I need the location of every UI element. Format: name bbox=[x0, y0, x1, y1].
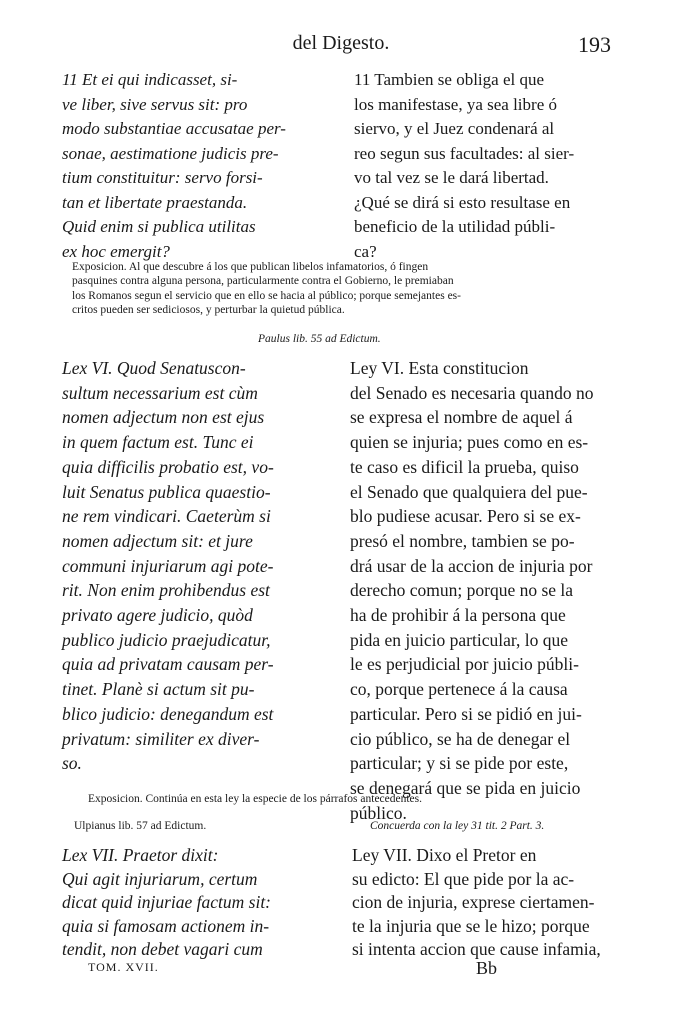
citation-paulus: Paulus lib. 55 ad Edictum. bbox=[258, 333, 381, 345]
text-line: tium constituitur: servo forsi- bbox=[62, 168, 263, 187]
text-line: co, porque pertenece á la causa bbox=[350, 679, 568, 700]
text-line: privatum: similiter ex diver- bbox=[62, 728, 260, 749]
text-line: publico judicio praejudicatur, bbox=[62, 629, 271, 650]
page-number: 193 bbox=[578, 32, 611, 57]
text-line: vo tal vez se le dará libertad. bbox=[354, 168, 549, 187]
text-line: sonae, aestimatione judicis pre- bbox=[62, 143, 279, 163]
text-line: 11 Tambien se obliga el que bbox=[354, 70, 545, 89]
text-line: in quem factum est. Tunc ei bbox=[62, 432, 254, 453]
text-line: particular; y si se pide por este, bbox=[350, 753, 569, 774]
text-line: el Senado que qualquiera del pue- bbox=[350, 481, 588, 502]
text-line: si intenta accion que cause infamia, bbox=[352, 939, 601, 959]
text-line: los Romanos segun el servicio que en ello se hacia al público; porque semejantes es- bbox=[72, 289, 461, 302]
text-line: tan et libertate praestanda. bbox=[62, 192, 248, 212]
text-line: sultum necessarium est cùm bbox=[62, 382, 258, 403]
text-line: le es perjudicial por juicio públi- bbox=[350, 654, 579, 675]
text-line: tinet. Planè si actum sit pu- bbox=[62, 679, 255, 700]
citation-concuerda: Concuerda con la ley 31 tit. 2 Part. 3. bbox=[370, 820, 545, 832]
text-line: ex hoc emergit? bbox=[62, 241, 170, 261]
text-line: quia ad privatam causam per- bbox=[62, 654, 274, 675]
text-line: particular. Pero si se pidió en jui- bbox=[350, 703, 582, 724]
text-line: privato agere judicio, quòd bbox=[62, 605, 253, 626]
text-line: ¿Qué se dirá si esto resultase en bbox=[354, 192, 571, 212]
text-line: público. bbox=[350, 802, 407, 823]
text-line: se expresa el nombre de aquel á bbox=[350, 407, 573, 428]
text-line: cio público, se ha de denegar el bbox=[350, 728, 571, 749]
text-line: tendit, non debet vagari cum bbox=[62, 939, 263, 959]
text-line: quien se injuria; pues como en es- bbox=[350, 432, 589, 453]
text-line: 11 Et ei qui indicasset, si- bbox=[62, 70, 238, 89]
text-line: Quid enim si publica utilitas bbox=[62, 217, 256, 236]
signature-mark: Bb bbox=[476, 958, 498, 978]
text-line: quia difficilis probatio est, vo- bbox=[62, 456, 274, 477]
text-line: nomen adjectum non est ejus bbox=[62, 407, 265, 428]
text-line: so. bbox=[62, 753, 82, 774]
text-line: reo segun sus facultades: al sier- bbox=[354, 143, 575, 163]
text-line: Lex VII. Praetor dixit: bbox=[62, 845, 219, 865]
text-line: Qui agit injuriarum, certum bbox=[62, 868, 258, 889]
text-line: luit Senatus publica quaestio- bbox=[62, 481, 271, 502]
text-line: Exposicion. Continúa en esta ley la especie de los párrafos antecedentes. bbox=[88, 793, 423, 805]
text-line: blo pudiese acusar. Pero si se ex- bbox=[350, 506, 581, 527]
text-line: critos pueden ser sediciosos, y perturbar la quietud pública. bbox=[72, 304, 345, 317]
text-line: ha de prohibir á la persona que bbox=[350, 605, 566, 626]
text-line: dicat quid injuriae factum sit: bbox=[62, 892, 272, 912]
text-line: ca? bbox=[354, 241, 377, 261]
text-line: rit. Non enim prohibendus est bbox=[62, 580, 270, 601]
text-line: modo substantiae accusatae per- bbox=[62, 119, 286, 138]
text-line: cion de injuria, exprese ciertamen- bbox=[352, 892, 595, 912]
exposition-paragraph bbox=[88, 792, 618, 806]
exposition-paragraph bbox=[72, 260, 617, 318]
text-line: presó el nombre, tambien se po- bbox=[350, 530, 575, 551]
text-line: se denegará que se pida en juicio bbox=[350, 777, 581, 798]
latin-lex-7 bbox=[62, 844, 332, 962]
text-line: te la injuria que se le hizo; porque bbox=[352, 915, 590, 936]
running-header: del Digesto. bbox=[292, 32, 390, 54]
spanish-paragraph-11 bbox=[354, 68, 622, 264]
text-line: pida en juicio particular, lo que bbox=[350, 629, 568, 650]
text-line: pasquines contra alguna persona, particularmente contra el Gobierno, le premiaban bbox=[72, 275, 454, 288]
text-line: Ley VII. Dixo el Pretor en bbox=[352, 845, 537, 865]
text-line: beneficio de la utilidad públi- bbox=[354, 217, 556, 236]
spanish-ley-6 bbox=[350, 356, 622, 825]
text-line: Exposicion. Al que descubre á los que publican libelos infamatorios, ó fingen bbox=[72, 261, 429, 273]
text-line: ve liber, sive servus sit: pro bbox=[62, 94, 248, 114]
text-line: blico judicio: denegandum est bbox=[62, 703, 274, 724]
text-line: quia si famosam actionem in- bbox=[62, 915, 270, 936]
text-line: drá usar de la accion de injuria por bbox=[350, 555, 593, 576]
text-line: Ley VI. Esta constitucion bbox=[350, 358, 529, 378]
latin-lex-6 bbox=[62, 356, 332, 776]
text-line: te caso es dificil la prueba, quiso bbox=[350, 456, 579, 477]
text-line: del Senado es necesaria quando no bbox=[350, 382, 594, 403]
spanish-ley-7 bbox=[352, 844, 622, 962]
text-line: su edicto: El que pide por la ac- bbox=[352, 868, 575, 889]
volume-footer: TOM. XVII. bbox=[88, 960, 159, 974]
text-line: ne rem vindicari. Caeterùm si bbox=[62, 506, 271, 527]
text-line: siervo, y el Juez condenará al bbox=[354, 119, 555, 138]
text-line: derecho comun; porque no se la bbox=[350, 580, 574, 601]
text-line: los manifestase, ya sea libre ó bbox=[354, 94, 557, 114]
citation-ulpianus: Ulpianus lib. 57 ad Edictum. bbox=[74, 820, 207, 832]
text-line: nomen adjectum sit: et jure bbox=[62, 530, 253, 551]
text-line: Lex VI. Quod Senatuscon- bbox=[62, 358, 246, 378]
latin-paragraph-11 bbox=[62, 68, 332, 264]
text-line: communi injuriarum agi pote- bbox=[62, 555, 274, 576]
